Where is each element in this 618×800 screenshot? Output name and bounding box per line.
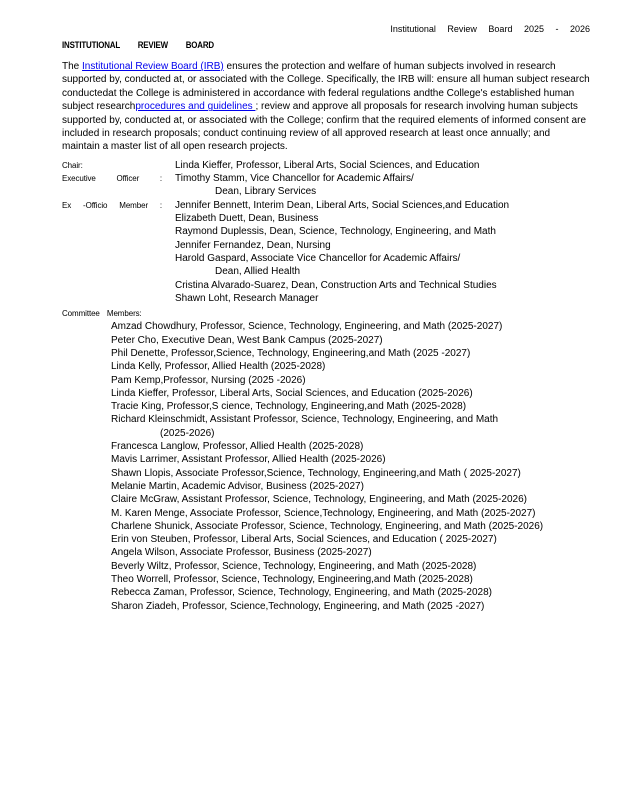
role-row-executive-officer	[62, 172, 590, 199]
committee-member: Sharon Ziadeh, Professor, Science,Technology, Engineering, and Math (2025 -2027)	[111, 600, 485, 612]
role-line: Cristina Alvarado-Suarez, Dean, Construction Arts and Technical Studies	[175, 279, 497, 291]
committee-label: Committee Members:	[62, 309, 142, 319]
committee-member: Phil Denette, Professor,Science, Technology, Engineering,and Math (2025 -2027)	[111, 348, 471, 359]
intro-paragraph	[62, 60, 590, 154]
committee-member: Angela Wilson, Associate Professor, Business (2025-2027)	[111, 547, 372, 559]
procedures-guidelines-link[interactable]: procedures and guidelines	[135, 101, 256, 113]
role-line: Timothy Stamm, Vice Chancellor for Academic Affairs/	[175, 173, 414, 185]
irb-link[interactable]: Institutional Review Board (IRB)	[82, 61, 224, 72]
committee-member: Amzad Chowdhury, Professor, Science, Technology, Engineering, and Math (2025-2027)	[111, 321, 503, 333]
committee-member: Pam Kemp,Professor, Nursing (2025 -2026)	[111, 374, 306, 386]
intro-text-pre: The	[62, 61, 83, 72]
committee-member: Linda Kieffer, Professor, Liberal Arts, Social Sciences, and Education (2025-2026)	[111, 387, 473, 399]
committee-member: Melanie Martin, Academic Advisor, Business (2025-2027)	[111, 480, 364, 492]
role-line: Shawn Loht, Research Manager	[175, 292, 319, 304]
committee-member: Peter Cho, Executive Dean, West Bank Campus (2025-2027)	[111, 334, 383, 346]
page-title: INSTITUTIONAL REVIEW BOARD	[62, 40, 214, 50]
committee-member: Francesca Langlow, Professor, Allied Health (2025-2028)	[111, 441, 364, 453]
role-label-chair: Chair:	[62, 160, 83, 170]
role-line: Elizabeth Duett, Dean, Business	[175, 213, 319, 225]
role-row-chair	[62, 159, 590, 172]
committee-member: Erin von Steuben, Professor, Liberal Arts, Social Sciences, and Education ( 2025-2027)	[111, 534, 497, 546]
committee-member: Rebecca Zaman, Professor, Science, Technology, Engineering, and Math (2025-2028)	[111, 587, 492, 599]
role-line: Linda Kieffer, Professor, Liberal Arts, Social Sciences, and Education	[175, 159, 480, 171]
committee-member: Richard Kleinschmidt, Assistant Professor, Science, Technology, Engineering, and Math	[111, 414, 499, 426]
committee-member: Claire McGraw, Assistant Professor, Science, Technology, Engineering, and Math (2025-2026)	[111, 494, 527, 506]
document-header-right: Institutional Review Board 2025 - 2026	[390, 24, 590, 34]
committee-member: Linda Kelly, Professor, Allied Health (2025-2028)	[111, 361, 326, 373]
intro-text-mid: ensures the protection and welfare of human subjects involved in research supported by, conducted at, or associated with the College. Specifically, the IRB will: ensure all human subject research conductedat the College is administered in accordance with federal regulations andthe College's established human subject research	[62, 61, 590, 113]
committee-member: Tracie King, Professor,S cience, Technology, Engineering,and Math (2025-2028)	[111, 401, 467, 413]
role-line: Jennifer Fernandez, Dean, Nursing	[175, 239, 331, 251]
role-line: Dean, Library Services	[215, 186, 317, 198]
committee-section	[62, 307, 590, 613]
committee-member: Charlene Shunick, Associate Professor, Science, Technology, Engineering, and Math (2025-2026)	[111, 520, 544, 532]
role-line: Jennifer Bennett, Interim Dean, Liberal Arts, Social Sciences,and Education	[175, 199, 510, 211]
role-line: Harold Gaspard, Associate Vice Chancellor for Academic Affairs/	[175, 252, 461, 264]
committee-member: (2025-2026)	[160, 427, 215, 439]
intro-text-post: ; review and approve all proposals for research involving human subjects supported by, conducted at, or associated with the College; confirm that the required elements of informed consent are included in research proposals; conduct continuing review of all approved research at least once annually; and maintain a master list of all open research projects.	[62, 101, 586, 153]
committee-member: Shawn Llopis, Associate Professor,Science, Technology, Engineering,and Math ( 2025-2027)	[111, 467, 521, 479]
role-lines-chair	[175, 159, 479, 172]
roles-section	[62, 159, 590, 305]
role-label-executive-officer: Executive Officer :	[62, 174, 162, 184]
committee-member: M. Karen Menge, Associate Professor, Science,Technology, Engineering, and Math (2025-2027)	[111, 507, 536, 519]
committee-member: Theo Worrell, Professor, Science, Technology, Engineering,and Math (2025-2028)	[111, 574, 473, 586]
committee-members-list	[111, 320, 590, 613]
role-label-ex-officio: Ex -Officio Member :	[62, 200, 162, 210]
role-lines-ex-officio	[175, 199, 509, 305]
role-row-ex-officio	[62, 199, 590, 305]
committee-member: Beverly Wiltz, Professor, Science, Technology, Engineering, and Math (2025-2028)	[111, 560, 477, 572]
committee-member: Mavis Larrimer, Assistant Professor, Allied Health (2025-2026)	[111, 454, 386, 466]
role-line: Dean, Allied Health	[215, 266, 301, 278]
role-lines-executive-officer	[175, 172, 414, 199]
role-line: Raymond Duplessis, Dean, Science, Technology, Engineering, and Math	[175, 226, 496, 238]
